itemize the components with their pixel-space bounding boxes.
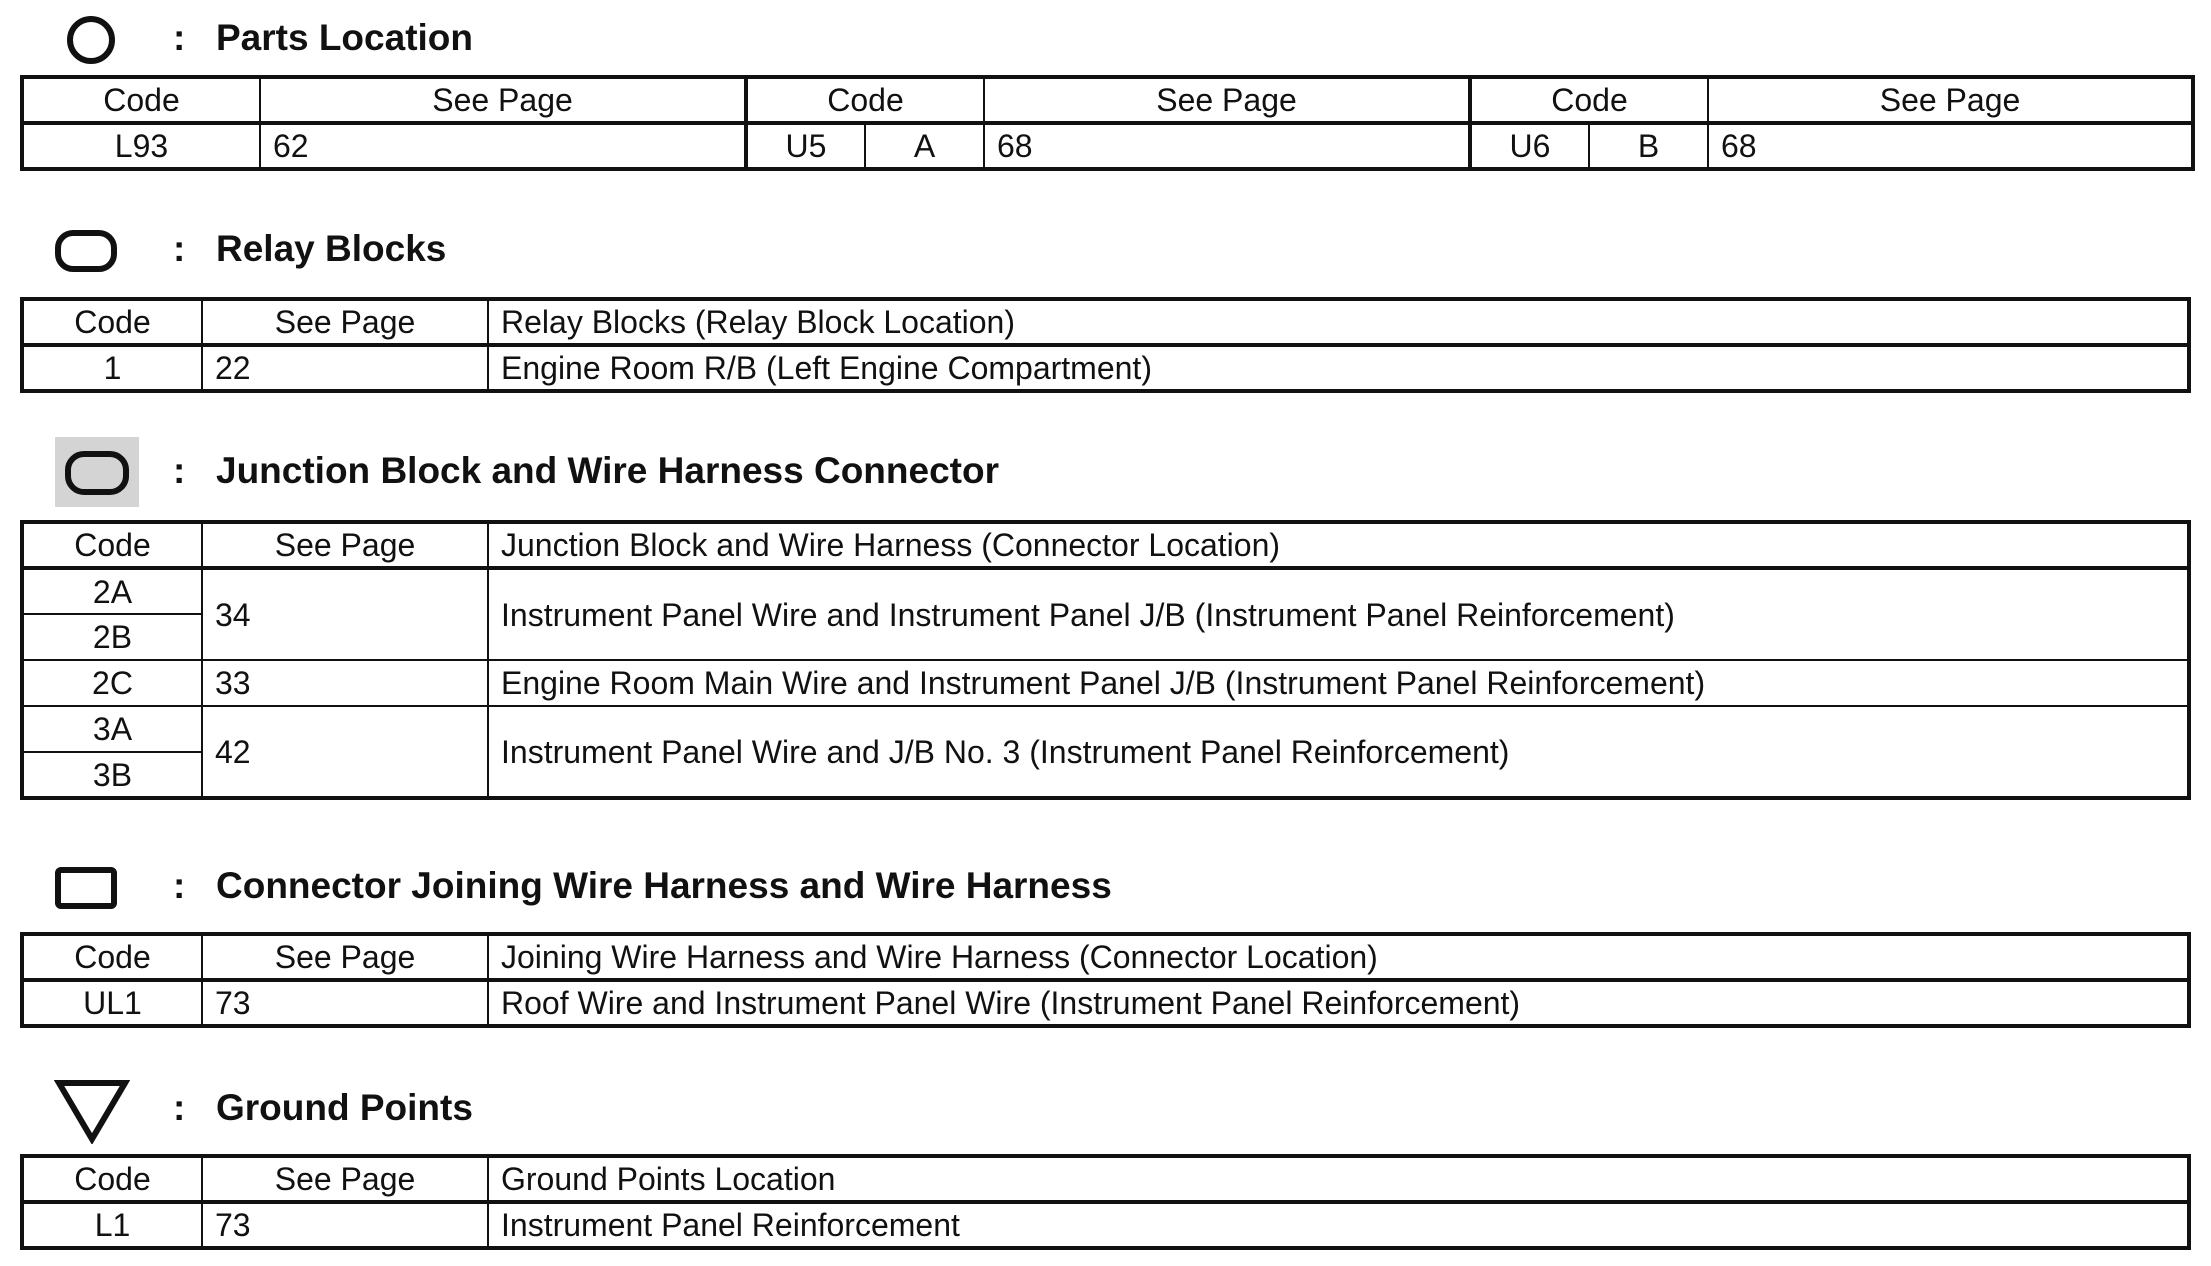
see-page-cell: 73 — [202, 1202, 488, 1248]
see-page-cell: 62 — [260, 123, 746, 169]
header-location: Joining Wire Harness and Wire Harness (Connector Location) — [488, 934, 2189, 980]
ground-points-header — [0, 1078, 2211, 1138]
header-see-page-1: See Page — [260, 77, 746, 123]
code-cell: 2B — [22, 614, 202, 660]
location-cell: Engine Room R/B (Left Engine Compartment) — [488, 345, 2189, 391]
parts-location-header — [0, 8, 2211, 68]
shaded-rounded-rectangle-icon — [64, 450, 130, 496]
connector-joining-header — [0, 856, 2211, 916]
down-triangle-icon — [54, 1078, 130, 1144]
location-cell: Instrument Panel Wire and J/B No. 3 (Instrument Panel Reinforcement) — [488, 706, 2189, 798]
header-code: Code — [22, 522, 202, 568]
section-colon: : — [173, 1087, 186, 1128]
header-location: Ground Points Location — [488, 1156, 2189, 1202]
location-cell: Roof Wire and Instrument Panel Wire (Instrument Panel Reinforcement) — [488, 980, 2189, 1026]
header-code-3: Code — [1470, 77, 1708, 123]
section-colon: : — [173, 17, 186, 58]
location-cell: Instrument Panel Wire and Instrument Panel J/B (Instrument Panel Reinforcement) — [488, 568, 2189, 660]
see-page-cell: 42 — [202, 706, 488, 798]
code-cell: 2C — [22, 660, 202, 706]
section-colon: : — [173, 228, 186, 269]
table-row — [22, 660, 2189, 706]
junction-blocks-header — [0, 441, 2211, 501]
code-suffix-cell: B — [1589, 123, 1708, 169]
code-cell: 3A — [22, 706, 202, 752]
code-cell: 3B — [22, 752, 202, 798]
see-page-cell: 73 — [202, 980, 488, 1026]
relay-blocks-table — [20, 297, 2191, 393]
see-page-cell: 34 — [202, 568, 488, 660]
table-row — [22, 706, 2189, 752]
rounded-rectangle-icon — [54, 229, 118, 273]
code-cell: U5 — [746, 123, 865, 169]
header-see-page-2: See Page — [984, 77, 1470, 123]
table-row — [22, 345, 2189, 391]
code-suffix-cell: A — [865, 123, 984, 169]
section-title-connector-joining: Connector Joining Wire Harness and Wire Harness — [216, 865, 1112, 906]
header-code: Code — [22, 1156, 202, 1202]
location-cell: Instrument Panel Reinforcement — [488, 1202, 2189, 1248]
see-page-cell: 22 — [202, 345, 488, 391]
code-cell: L93 — [22, 123, 260, 169]
header-location: Junction Block and Wire Harness (Connector Location) — [488, 522, 2189, 568]
header-code-1: Code — [22, 77, 260, 123]
table-row — [22, 980, 2189, 1026]
see-page-cell: 33 — [202, 660, 488, 706]
section-title-ground-points: Ground Points — [216, 1087, 473, 1128]
code-cell: L1 — [22, 1202, 202, 1248]
ground-points-table — [20, 1154, 2191, 1250]
circle-icon — [66, 15, 116, 65]
header-see-page-3: See Page — [1708, 77, 2193, 123]
code-cell: U6 — [1470, 123, 1589, 169]
header-see-page: See Page — [202, 522, 488, 568]
see-page-cell: 68 — [1708, 123, 2193, 169]
section-colon: : — [173, 865, 186, 906]
section-title-relay-blocks: Relay Blocks — [216, 228, 447, 269]
header-see-page: See Page — [202, 299, 488, 345]
parts-location-table — [20, 75, 2195, 171]
code-cell: 2A — [22, 568, 202, 614]
header-location: Relay Blocks (Relay Block Location) — [488, 299, 2189, 345]
table-row — [22, 568, 2189, 614]
junction-blocks-table — [20, 520, 2191, 800]
rectangle-icon — [54, 866, 118, 910]
table-row — [22, 1202, 2189, 1248]
location-cell: Engine Room Main Wire and Instrument Panel J/B (Instrument Panel Reinforcement) — [488, 660, 2189, 706]
header-code-2: Code — [746, 77, 984, 123]
section-colon: : — [173, 450, 186, 491]
header-see-page: See Page — [202, 1156, 488, 1202]
see-page-cell: 68 — [984, 123, 1470, 169]
relay-blocks-header — [0, 219, 2211, 279]
code-cell: 1 — [22, 345, 202, 391]
header-code: Code — [22, 299, 202, 345]
code-cell: UL1 — [22, 980, 202, 1026]
header-see-page: See Page — [202, 934, 488, 980]
connector-joining-table — [20, 932, 2191, 1028]
section-title-parts-location: Parts Location — [216, 17, 473, 58]
header-code: Code — [22, 934, 202, 980]
section-title-junction-blocks: Junction Block and Wire Harness Connector — [216, 450, 999, 491]
